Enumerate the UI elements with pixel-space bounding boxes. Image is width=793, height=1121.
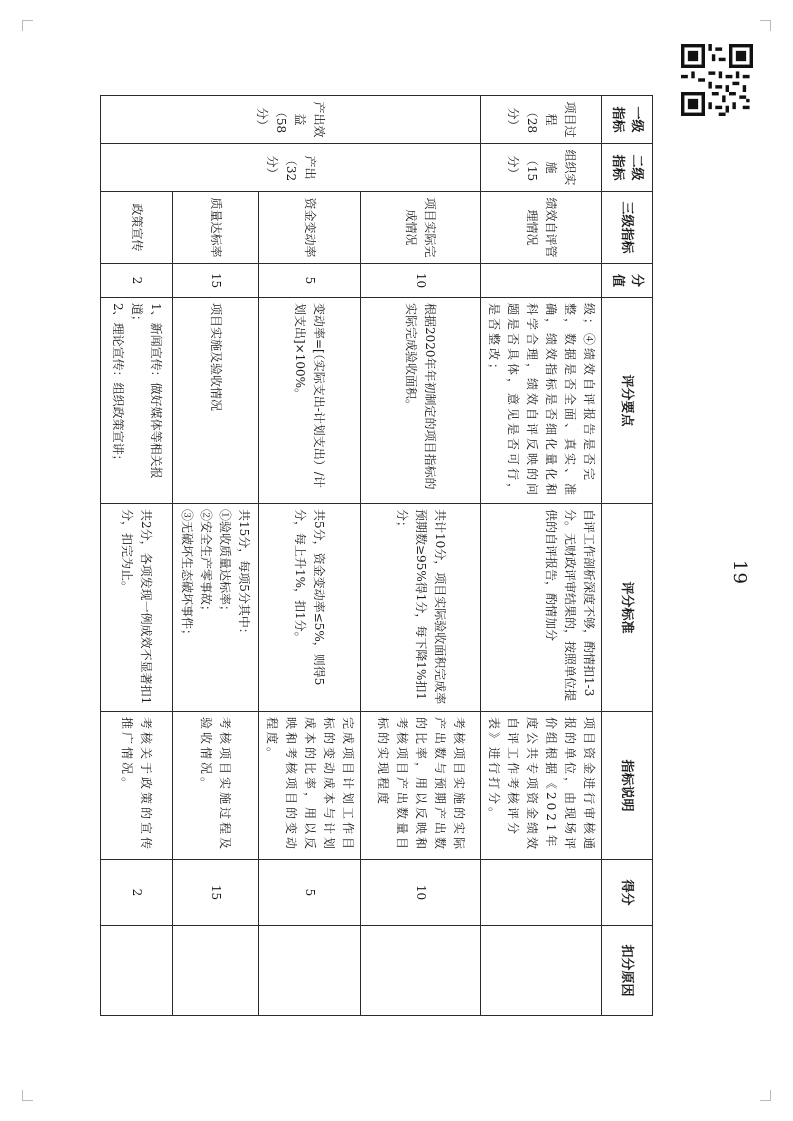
table-row (101, 96, 173, 1016)
level1-cell: 产出效益（58分） (101, 96, 481, 144)
value-cell: 15 (173, 264, 259, 298)
page-number: 19 (729, 560, 750, 585)
value-cell (481, 264, 602, 298)
table-row (259, 96, 361, 1016)
header-level3: 三级指标 (602, 192, 653, 264)
header-score-value: 分值 (602, 264, 653, 298)
description-cell: 项目资金进行审核通报的单位，由现场评价组根据《2021年度公共专项资金绩效自评工作考核评分表》进行打分。 (481, 712, 602, 860)
description-cell: 考核项目实施过程及验收情况。 (173, 712, 259, 860)
deduction-cell (101, 926, 173, 1016)
header-score: 得分 (602, 860, 653, 926)
table-row (361, 96, 481, 1016)
level3-cell: 质量达标率 (173, 192, 259, 264)
deduction-cell (173, 926, 259, 1016)
criteria-line: ③无破坏生态破坏事件； (180, 509, 195, 642)
header-description: 指标说明 (602, 712, 653, 860)
score-cell (481, 860, 602, 926)
criteria-cell: 自评工作剖析深度不够，酌情扣1-3分。无财政评审结果的，按照单位提供的自评报告，酌情加分 (481, 504, 602, 712)
crop-mark-bottom-left (22, 1090, 33, 1101)
table-row (173, 96, 259, 1016)
level3-cell: 资金变动率 (259, 192, 361, 264)
criteria-line: 共15分，每项5分其中： (237, 509, 252, 640)
evaluation-table (100, 95, 653, 1016)
score-cell: 15 (173, 860, 259, 926)
score-cell: 5 (259, 860, 361, 926)
score-cell: 10 (361, 860, 481, 926)
header-level2: 二级指标 (602, 144, 653, 192)
table-row (481, 96, 602, 1016)
crop-mark-bottom-right (760, 1090, 771, 1101)
header-row (602, 96, 653, 1016)
header-level1: 一级指标 (602, 96, 653, 144)
rotated-table-wrapper (113, 95, 653, 1015)
description-cell: 完成项目计划工作目标的变动成本与计划成本的比率，用以反映和考核项目的变动程度。 (259, 712, 361, 860)
level2-cell: 组织实施（15分） (481, 144, 602, 192)
header-criteria: 评分标准 (602, 504, 653, 712)
value-cell: 10 (361, 264, 481, 298)
deduction-cell (481, 926, 602, 1016)
criteria-cell (173, 504, 259, 712)
criteria-line: ②安全生产零事故； (199, 509, 214, 618)
score-cell: 2 (101, 860, 173, 926)
key-points-cell (101, 298, 173, 504)
crop-mark-top-right (760, 20, 771, 31)
description-cell: 考核关于政策的宣传推广情况。 (101, 712, 173, 860)
criteria-cell: 共2分，各项发现一例成效不显著扣1分，扣完为止。 (101, 504, 173, 712)
value-cell: 5 (259, 264, 361, 298)
key-points-cell: 级；④绩效自评报告是否完整，数据是否全面、真实、准确，绩效指标是否细化量化和科学合理，绩效自评反映的问题是否具体，意见是否可行，是否整改； (481, 298, 602, 504)
key-points-cell: 项目实施及验收情况 (173, 298, 259, 504)
criteria-cell: 共计10分，项目实际验收面积完成率预期数≥95%得1分，每下降1%扣1分； (361, 504, 481, 712)
key-points-line: 2、理论宣传：组织政策宣讲； (111, 303, 125, 467)
deduction-cell (361, 926, 481, 1016)
level1-cell: 项目过程（28分） (481, 96, 602, 144)
level2-cell: 产出（32分） (101, 144, 481, 192)
key-points-cell: 根据2020年年初制定的项目指标的实际完成验收面积。 (361, 298, 481, 504)
header-deduction: 扣分原因 (602, 926, 653, 1016)
deduction-cell (259, 926, 361, 1016)
level3-cell: 项目实际完成情况 (361, 192, 481, 264)
key-points-cell: 变动率=[（实际支出-计划支出）/计划支出]×100%。 (259, 298, 361, 504)
header-key-points: 评分要点 (602, 298, 653, 504)
qr-code (681, 44, 753, 116)
key-points-line: 1、新闻宣传：做好媒体等相关报道； (130, 303, 163, 479)
level3-cell: 绩效自评管理情况 (481, 192, 602, 264)
criteria-cell: 共5分，资金变动率≤5%，则得5分，每上升1%，扣1分。 (259, 504, 361, 712)
level3-cell: 政策宣传 (101, 192, 173, 264)
crop-mark-top-left (22, 20, 33, 31)
value-cell: 2 (101, 264, 173, 298)
description-cell: 考核项目实施的实际产出数与预期产出数的比率，用以反映和考核项目产出数量目标的实现程度 (361, 712, 481, 860)
criteria-line: ①验收质量达标率； (218, 509, 233, 618)
